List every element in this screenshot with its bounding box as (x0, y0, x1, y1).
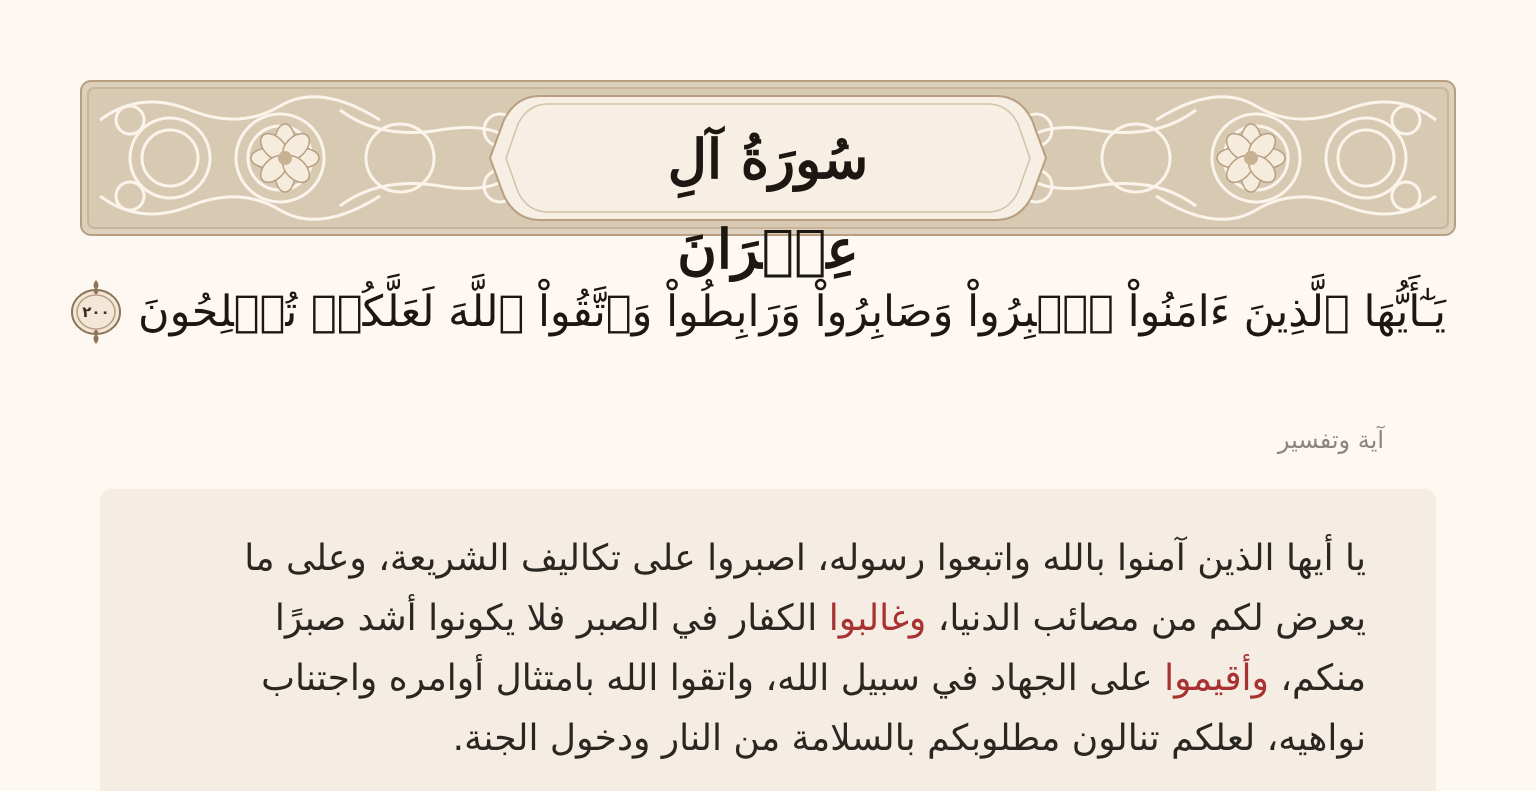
tafsir-label: آية وتفسير (1277, 426, 1384, 454)
surah-title: سُورَةُ آلِ عِمۡرَانَ (667, 127, 869, 281)
ayah-end-marker (68, 276, 124, 348)
ayah-text[interactable]: يَـٰٓأَيُّهَا ٱلَّذِينَ ءَامَنُواْ ٱصۡبِرُواْ وَصَابِرُواْ وَرَابِطُواْ وَٱتَّقُواْ ٱللَّهَ لَعَلَّكُمۡ تُفۡلِحُونَ (137, 287, 1446, 337)
tafsir-text[interactable] (190, 529, 1366, 769)
tafsir-card (100, 489, 1436, 791)
ayah-row[interactable] (82, 262, 1446, 362)
highlighted-word[interactable]: وغالبوا (828, 598, 927, 639)
tafsir-line-3: منكم، وأقيموا على الجهاد في سبيل الله، واتقوا الله بامتثال أوامره واجتناب (261, 658, 1366, 699)
highlighted-word[interactable]: وأقيموا (1164, 658, 1269, 699)
tafsir-line-1: يا أيها الذين آمنوا بالله واتبعوا رسوله، اصبروا على تكاليف الشريعة، وعلى ما (244, 538, 1366, 579)
surah-header (80, 80, 1456, 281)
tafsir-line-4: نواهيه، لعلكم تنالون مطلوبكم بالسلامة من النار ودخول الجنة. (452, 718, 1366, 759)
tafsir-line-2: يعرض لكم من مصائب الدنيا، وغالبوا الكفار في الصبر فلا يكونوا أشد صبرًا (274, 598, 1366, 639)
ayah-number: ٢٠٠ (82, 303, 110, 321)
